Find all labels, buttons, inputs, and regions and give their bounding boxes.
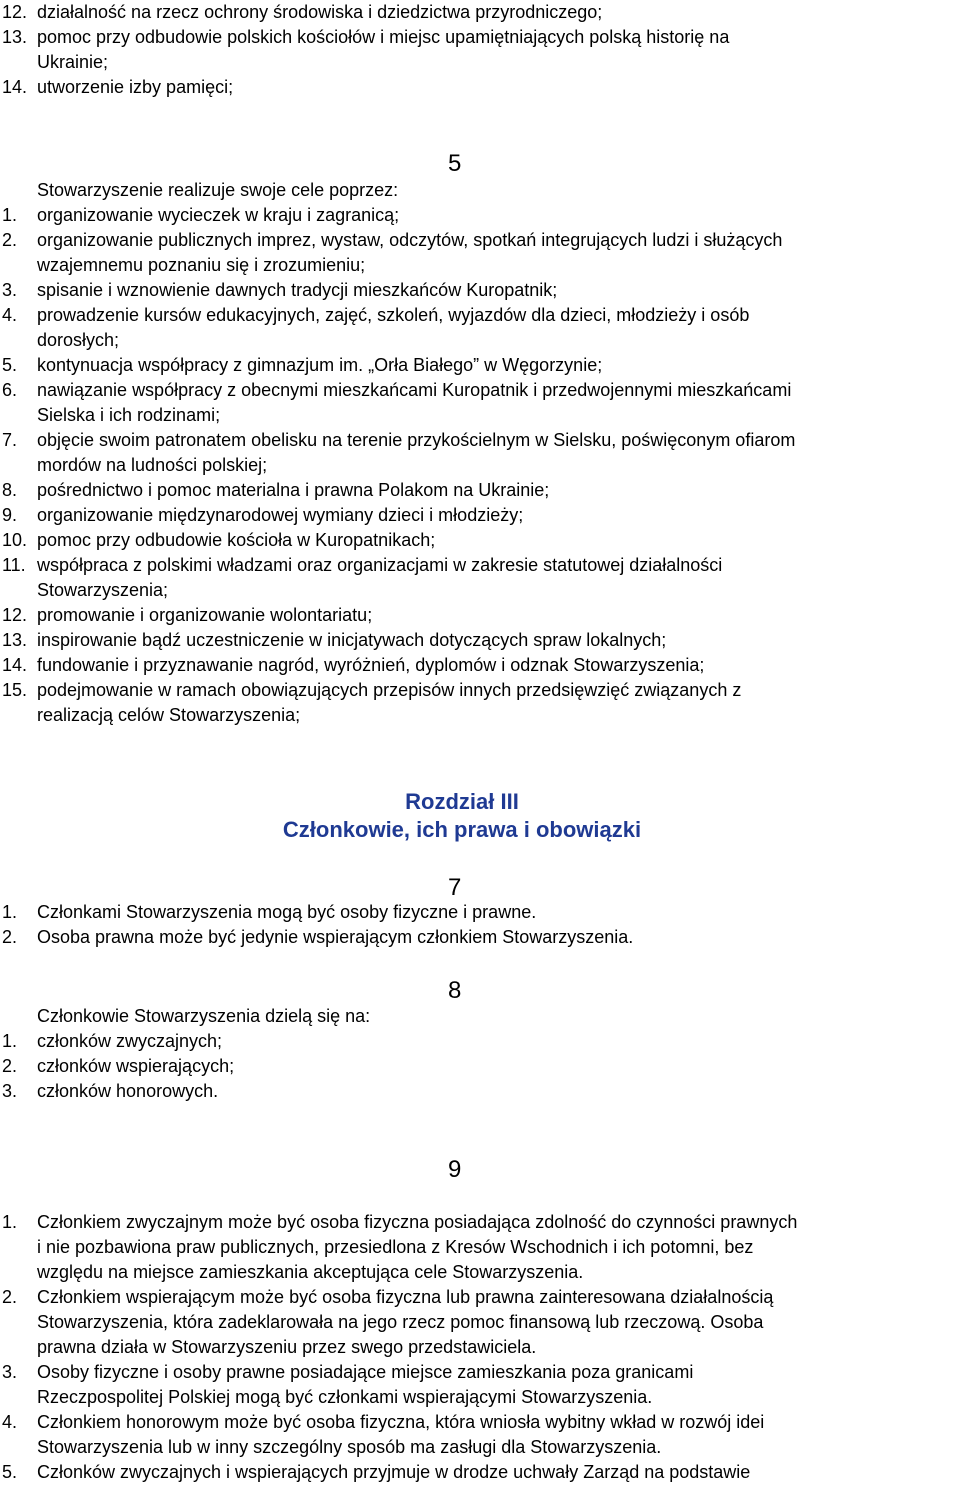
list-item-line [0, 1079, 960, 1104]
list-item-text: współpraca z polskimi władzami oraz organizacjami w zakresie statutowej działalności [37, 555, 723, 575]
chapter-title: Rozdział III [405, 789, 519, 814]
list-item-line [0, 278, 960, 303]
list-item-line [0, 1335, 960, 1360]
list-item-number: 4. [2, 1412, 18, 1432]
list-item-line [0, 900, 960, 925]
list-item-line [0, 1210, 960, 1235]
list-item-line [0, 578, 960, 603]
list-item-text: Ukrainie; [37, 52, 109, 72]
list-item-number: 3. [2, 1362, 18, 1382]
list-item-line [0, 1460, 960, 1485]
list-item-text: mordów na ludności polskiej; [37, 455, 268, 475]
list-item-number: 2. [2, 230, 18, 250]
list-item-number: 14. [2, 655, 28, 675]
list-item-line [0, 75, 960, 100]
list-item-number: 1. [2, 1212, 18, 1232]
list-item-text: utworzenie izby pamięci; [37, 77, 234, 97]
list-item-number: 2. [2, 1287, 18, 1307]
list-item-line [0, 1235, 960, 1260]
list-item-text: nawiązanie współpracy z obecnymi mieszkańcami Kuropatnik i przedwojennymi mieszkańcami [37, 380, 792, 400]
list-item-text: fundowanie i przyznawanie nagród, wyróżnień, dyplomów i odznak Stowarzyszenia; [37, 655, 705, 675]
list-item-line [0, 528, 960, 553]
list-item-text: Rzeczpospolitej Polskiej mogą być członkami wspierającymi Stowarzyszenia. [37, 1387, 653, 1407]
list-item-line [0, 678, 960, 703]
list-item-number: 3. [2, 1081, 18, 1101]
list-item-line [0, 1385, 960, 1410]
list-item-line [0, 203, 960, 228]
paragraph-8-intro: Członkowie Stowarzyszenia dzielą się na: [37, 1006, 371, 1026]
list-item-line [0, 1285, 960, 1310]
list-item-number: 4. [2, 305, 18, 325]
list-item-text: Członkami Stowarzyszenia mogą być osoby fizyczne i prawne. [37, 902, 537, 922]
list-item-number: 15. [2, 680, 28, 700]
list-item-line [0, 1410, 960, 1435]
list-item-number: 1. [2, 902, 18, 922]
list-item-line [0, 50, 960, 75]
list-item-line [0, 25, 960, 50]
list-item-number: 1. [2, 1031, 18, 1051]
list-item-text: Członkiem zwyczajnym może być osoba fizyczna posiadająca zdolność do czynności prawnych [37, 1212, 798, 1232]
paragraph-8-number: 8 [448, 977, 462, 1004]
list-item-text: Osoba prawna może być jedynie wspierającym członkiem Stowarzyszenia. [37, 927, 634, 947]
list-item-text: kontynuacja współpracy z gimnazjum im. „Orła Białego” w Węgorzynie; [37, 355, 603, 375]
list-item-line [0, 403, 960, 428]
list-item-line [0, 1310, 960, 1335]
paragraph-5-number: 5 [448, 150, 462, 177]
list-item-line [0, 925, 960, 950]
list-item-number: 13. [2, 630, 28, 650]
list-item-text: członków honorowych. [37, 1081, 219, 1101]
list-item-number: 6. [2, 380, 18, 400]
list-item-text: Stowarzyszenia lub w inny szczególny sposób ma zasługi dla Stowarzyszenia. [37, 1437, 662, 1457]
paragraph-5-intro: Stowarzyszenie realizuje swoje cele poprzez: [37, 180, 399, 200]
list-item-number: 3. [2, 280, 18, 300]
list-item-line [0, 628, 960, 653]
list-item-line [0, 603, 960, 628]
list-item-text: Członkiem honorowym może być osoba fizyczna, która wniosła wybitny wkład w rozwój idei [37, 1412, 765, 1432]
list-item-number: 11. [2, 555, 26, 575]
list-item-number: 9. [2, 505, 18, 525]
list-item-text: organizowanie międzynarodowej wymiany dzieci i młodzieży; [37, 505, 524, 525]
list-item-text: Sielska i ich rodzinami; [37, 405, 221, 425]
list-item-text: pomoc przy odbudowie kościoła w Kuropatnikach; [37, 530, 436, 550]
list-item-line [0, 328, 960, 353]
list-item-number: 5. [2, 1462, 18, 1482]
list-item-number: 1. [2, 205, 18, 225]
list-item-line [0, 653, 960, 678]
list-item-line [0, 453, 960, 478]
list-item-number: 7. [2, 430, 18, 450]
list-item-text: podejmowanie w ramach obowiązujących przepisów innych przedsięwzięć związanych z [37, 680, 742, 700]
list-item-number: 13. [2, 27, 28, 47]
list-item-number: 14. [2, 77, 28, 97]
list-item-number: 12. [2, 2, 28, 22]
list-item-line [0, 553, 960, 578]
list-item-number: 12. [2, 605, 28, 625]
list-item-number: 2. [2, 927, 18, 947]
list-item-text: organizowanie publicznych imprez, wystaw, odczytów, spotkań integrujących ludzi i służących [37, 230, 783, 250]
list-item-text: Osoby fizyczne i osoby prawne posiadające miejsce zamieszkania poza granicami [37, 1362, 694, 1382]
list-item-text: wzajemnemu poznaniu się i zrozumieniu; [37, 255, 366, 275]
list-item-text: Członkiem wspierającym może być osoba fizyczna lub prawna zainteresowana działalnością [37, 1287, 774, 1307]
list-item-text: pomoc przy odbudowie polskich kościołów i miejsc upamiętniających polską historię na [37, 27, 730, 47]
list-item-text: organizowanie wycieczek w kraju i zagranicą; [37, 205, 400, 225]
list-item-text: Członków zwyczajnych i wspierających przyjmuje w drodze uchwały Zarząd na podstawie [37, 1462, 751, 1482]
list-item-text: spisanie i wznowienie dawnych tradycji mieszkańców Kuropatnik; [37, 280, 558, 300]
list-item-text: pośrednictwo i pomoc materialna i prawna Polakom na Ukrainie; [37, 480, 550, 500]
chapter-subtitle: Członkowie, ich prawa i obowiązki [282, 817, 642, 842]
list-item-text: promowanie i organizowanie wolontariatu; [37, 605, 373, 625]
list-item-text: Stowarzyszenia, która zadeklarowała na jego rzecz pomoc finansową lub rzeczową. Osoba [37, 1312, 764, 1332]
list-item-number: 2. [2, 1056, 18, 1076]
list-item-text: prowadzenie kursów edukacyjnych, zajęć, szkoleń, wyjazdów dla dzieci, młodzieży i osób [37, 305, 750, 325]
list-item-line [0, 1029, 960, 1054]
list-item-line [0, 1260, 960, 1285]
list-item-text: członków zwyczajnych; [37, 1031, 223, 1051]
list-item-text: realizacją celów Stowarzyszenia; [37, 705, 301, 725]
list-item-line [0, 703, 960, 728]
list-item-number: 5. [2, 355, 18, 375]
list-item-line [0, 503, 960, 528]
list-item-text: dorosłych; [37, 330, 120, 350]
list-item-line [0, 353, 960, 378]
paragraph-9-number: 9 [448, 1156, 462, 1183]
list-item-line [0, 428, 960, 453]
list-item-line [0, 253, 960, 278]
list-item-text: działalność na rzecz ochrony środowiska i dziedzictwa przyrodniczego; [37, 2, 603, 22]
list-item-text: i nie pozbawiona praw publicznych, przesiedlona z Kresów Wschodnich i ich potomni, bez [37, 1237, 754, 1257]
list-item-text: względu na miejsce zamieszkania akceptująca cele Stowarzyszenia. [37, 1262, 584, 1282]
list-item-line [0, 1054, 960, 1079]
list-item-text: inspirowanie bądź uczestniczenie w inicjatywach dotyczących spraw lokalnych; [37, 630, 667, 650]
list-item-text: Stowarzyszenia; [37, 580, 169, 600]
list-item-number: 10. [2, 530, 28, 550]
list-item-text: objęcie swoim patronatem obelisku na terenie przykościelnym w Sielsku, poświęconym ofiarom [37, 430, 796, 450]
list-item-line [0, 303, 960, 328]
list-item-line [0, 378, 960, 403]
list-item-line [0, 478, 960, 503]
list-item-line [0, 1435, 960, 1460]
list-item-line [0, 1360, 960, 1385]
list-item-text: prawna działa w Stowarzyszeniu przez swego przedstawiciela. [37, 1337, 537, 1357]
list-item-number: 8. [2, 480, 18, 500]
list-item-line [0, 0, 960, 25]
list-item-text: członków wspierających; [37, 1056, 235, 1076]
list-item-line [0, 228, 960, 253]
paragraph-7-number: 7 [448, 874, 462, 901]
